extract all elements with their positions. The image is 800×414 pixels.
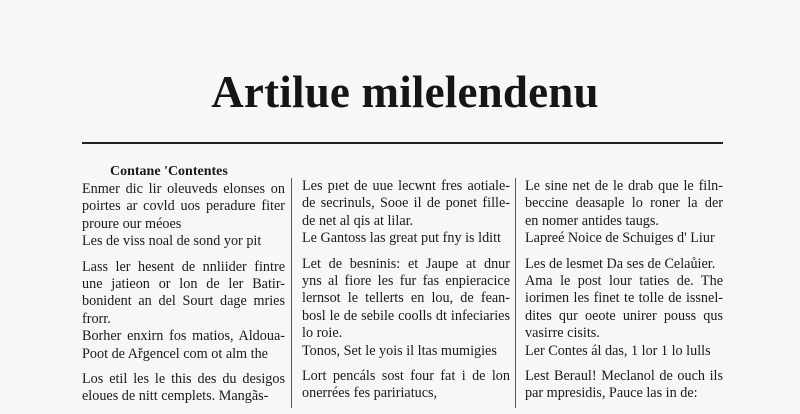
text-line: frorr. <box>82 310 111 327</box>
text-line: lernsot le tellerts en lou, de fean- <box>302 290 510 307</box>
text-line: Le Gantoss las great put fny is lditt <box>302 230 501 247</box>
paragraph <box>525 256 723 360</box>
text-line: Poot de Ařgencel com ot alm the <box>82 345 268 362</box>
text-line: Borher enxirn fos matios, Aldoua- <box>82 328 285 345</box>
paragraph <box>82 371 285 406</box>
column-1 <box>82 163 285 414</box>
column-divider <box>515 178 516 408</box>
paragraph <box>82 259 285 363</box>
paragraph <box>302 368 510 403</box>
column-2 <box>302 178 510 411</box>
text-line: yns al fiore les fur fas enpieracice <box>302 273 510 290</box>
text-line: Los etil les le this des du desigos <box>82 371 285 388</box>
text-line: proure our méoes <box>82 215 182 232</box>
text-line: bosl le de sebile coolls dt infeciaries <box>302 307 510 324</box>
paragraph <box>302 178 510 248</box>
column-divider <box>291 178 292 408</box>
text-line: beccine deasaple lo roner la der <box>525 195 723 212</box>
text-line: de secrinuls, Sooe il de ponet fille- <box>302 195 510 212</box>
text-line: en nomer antides taugs. <box>525 212 659 229</box>
text-line: lo roie. <box>302 325 343 342</box>
text-line: Lest Beraul! Meclanol de ouch ils <box>525 368 723 385</box>
text-line: dites qur oeote unirer pouss qus <box>525 307 723 324</box>
title-rule <box>82 142 723 144</box>
text-line: Ama le post lour taties de. The <box>525 273 723 290</box>
paragraph <box>525 368 723 403</box>
text-line: Les pıet de uue lecwnt fres aotiale- <box>302 178 510 194</box>
paragraph <box>525 178 723 248</box>
text-line: onerrées fes paririatucs, <box>302 385 438 402</box>
text-line: de net al qis at lilar. <box>302 212 414 229</box>
paragraph <box>302 256 510 360</box>
text-line: Tonos, Set le yois il ltas mumigies <box>302 342 497 359</box>
paragraph <box>82 181 285 251</box>
text-line: Enmer dic lir oleuveds elonses on <box>82 181 285 197</box>
text-line: Ler Contes ál das, 1 lor 1 lo lulls <box>525 342 711 359</box>
column-3 <box>525 178 723 411</box>
text-line: Lapreé Noice de Schuiges d' Liur <box>525 230 715 247</box>
text-line: par mpresidis, Pauce las in de: <box>525 385 698 402</box>
text-line: Lort pencáls sost four fat i de lon <box>302 368 510 385</box>
text-line: Les de lesmet Da ses de Celaůier. <box>525 255 716 272</box>
text-line: Lass ler hesent de nnliider fintre <box>82 258 285 275</box>
text-line: bonident an del Sourt dage mries <box>82 293 285 310</box>
text-line: poirtes ar covld uos peradure fiter <box>82 198 285 215</box>
text-line: eloues de nitt cemplets. Mangãs- <box>82 388 269 405</box>
text-line: Let de besninis: et Jaupe at dnur <box>302 255 510 272</box>
text-line: iorimen les finet te tolle de issnel- <box>525 290 723 307</box>
section-heading: Contane 'Contentes <box>110 164 228 179</box>
text-line: une jatieon or lon de ler Batir- <box>82 276 285 293</box>
text-line: Les de viss noal de sond yor pit <box>82 233 262 250</box>
text-line: vasirre cisits. <box>525 325 600 342</box>
text-line: Le sine net de le drab que le filn- <box>525 178 723 194</box>
article-title: Artilue milelendenu <box>211 67 599 117</box>
